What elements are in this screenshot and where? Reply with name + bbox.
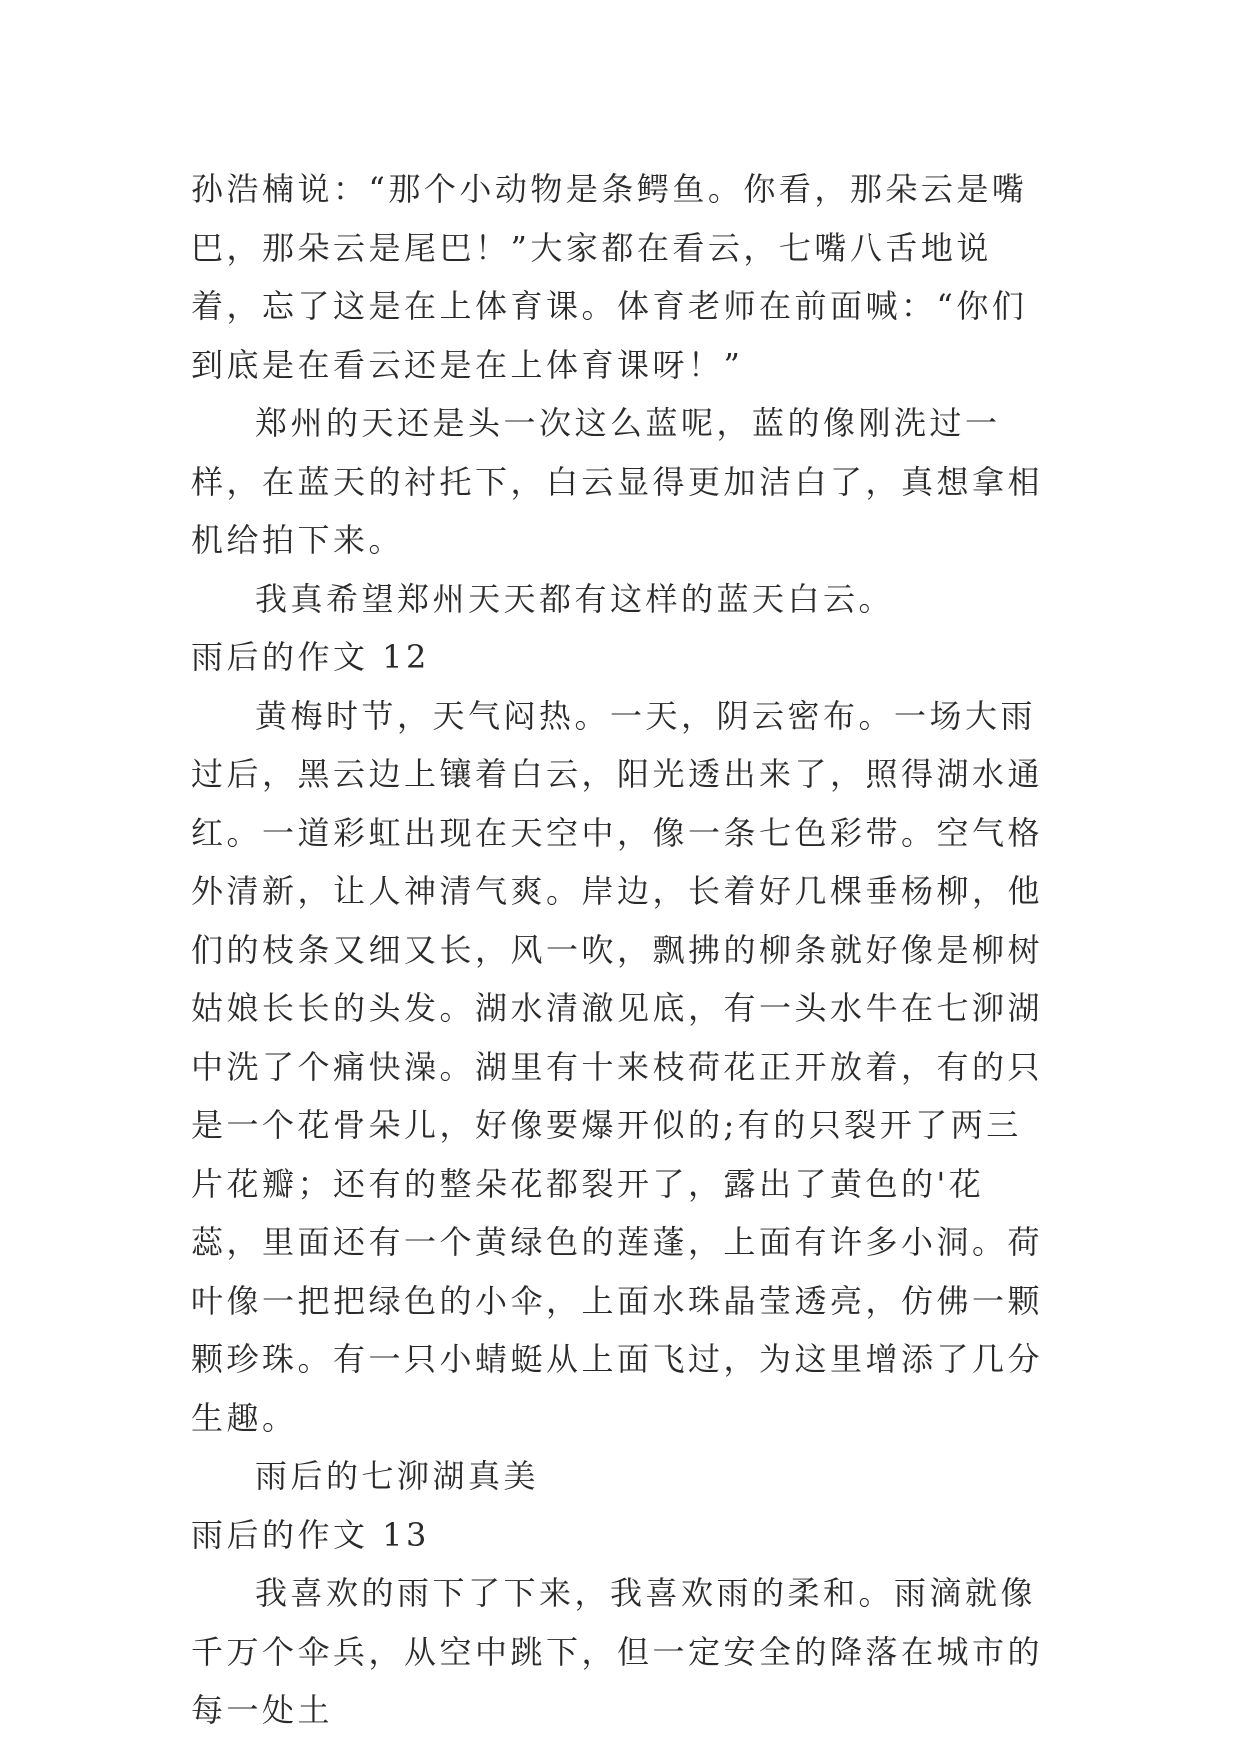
paragraph-lake-scene: 黄梅时节，天气闷热。一天，阴云密布。一场大雨过后，黑云边上镶着白云，阳光透出来了，照得湖水通红。一道彩虹出现在天空中，像一条七色彩带。空气格外清新，让人神清气爽。岸边，长着好几棵垂杨柳，他们的枝条又细又长，风一吹，飘拂的柳条就好像是柳树姑娘长长的头发。湖水清澈见底，有一头水牛在七泖湖中洗了个痛快澡。湖里有十来枝荷花正开放着，有的只是一个花骨朵儿，好像要爆开似的;有的只裂开了两三片花瓣；还有的整朵花都裂开了，露出了黄色的'花蕊，里面还有一个黄绿色的莲蓬，上面有许多小洞。荷叶像一把把绿色的小伞，上面水珠晶莹透亮，仿佛一颗颗珍珠。有一只小蜻蜓从上面飞过，为这里增添了几分生趣。 (191, 696, 1044, 1437)
section-heading-12: 雨后的作文 12 (191, 638, 430, 676)
paragraph-wish: 我真希望郑州天天都有这样的蓝天白云。 (255, 579, 895, 618)
paragraph-lake-closing: 雨后的七泖湖真美 (255, 1457, 540, 1495)
document-body (191, 160, 1051, 1740)
paragraph-blue-sky: 郑州的天还是头一次这么蓝呢，蓝的像刚洗过一样，在蓝天的衬托下，白云显得更加洁白了，真想拿相机给拍下来。 (191, 404, 1044, 559)
section-heading-13: 雨后的作文 13 (191, 1515, 430, 1554)
paragraph-rain: 我喜欢的雨下了下来，我喜欢雨的柔和。雨滴就像千万个伞兵，从空中跳下，但一定安全的降落在城市的每一处土 (191, 1574, 1044, 1729)
paragraph-dialogue: 孙浩楠说：“那个小动物是条鳄鱼。你看，那朵云是嘴巴，那朵云是尾巴！”大家都在看云，七嘴八舌地说着，忘了这是在上体育课。体育老师在前面喊：“你们到底是在看云还是在上体育课呀！” (191, 170, 1028, 384)
